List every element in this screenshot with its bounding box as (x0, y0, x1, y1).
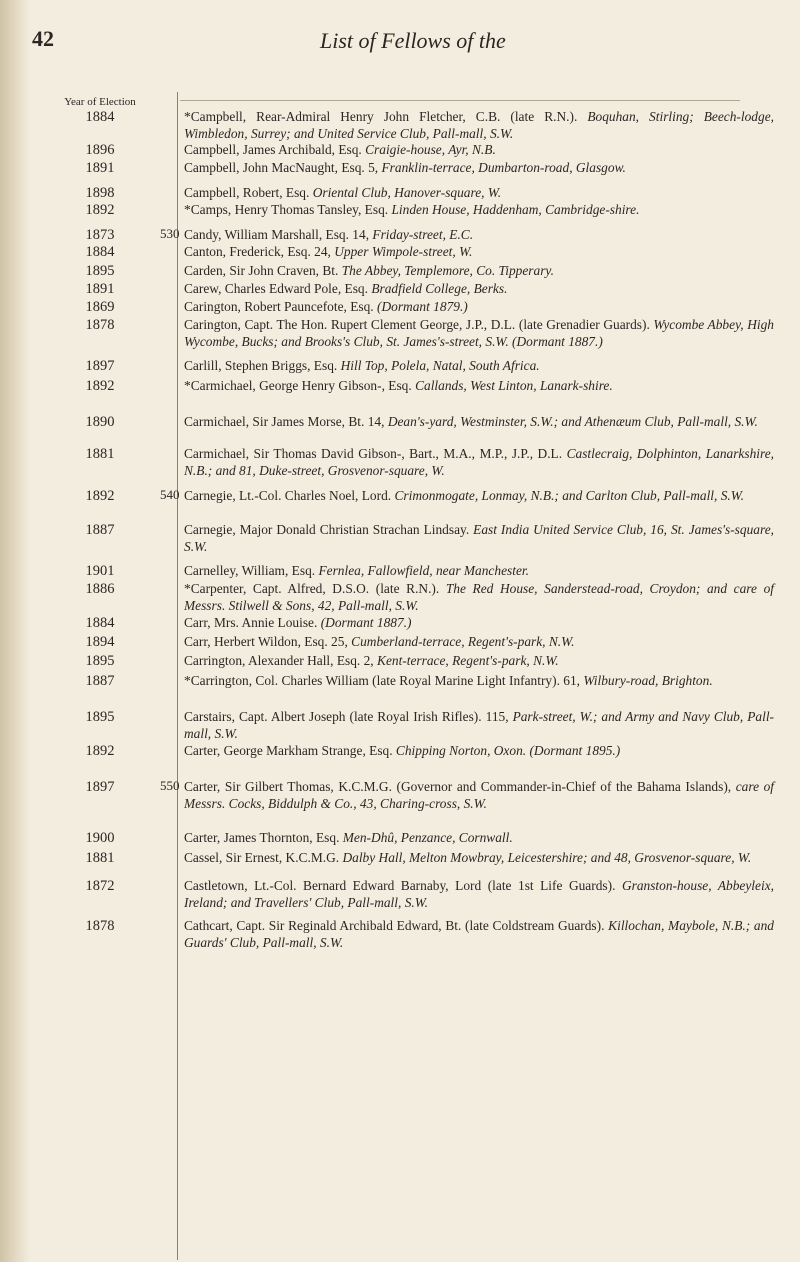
fellow-address: Men-Dhû, Penzance, Cornwall. (342, 830, 513, 845)
fellow-entry (184, 849, 774, 866)
fellow-address: Granston-house, Abbeyleix, Ireland; and Travellers' Club, Pall-mall, S.W. (184, 878, 774, 910)
fellow-address: Crimonmogate, Lonmay, N.B.; and Carlton Club, Pall-mall, S.W. (394, 488, 745, 503)
fellow-address: Wycombe Abbey, High Wycombe, Bucks; and Brooks's Club, St. James's-street, S.W. (Dormant 1887.) (184, 317, 774, 349)
election-year: 1884 (85, 244, 115, 260)
entry-count-marker: 540 (160, 487, 180, 502)
fellow-address: Franklin-terrace, Dumbarton-road, Glasgow. (381, 160, 626, 175)
election-year: 1873 (85, 227, 115, 243)
fellow-name: Carlill, Stephen Briggs, Esq. (184, 358, 341, 373)
election-year: 1872 (85, 878, 115, 894)
fellow-address: Kent-terrace, Regent's-park, N.W. (377, 653, 559, 668)
fellow-name: Carnegie, Major Donald Christian Strachan Lindsay. (184, 522, 474, 537)
election-year: 1896 (85, 142, 115, 158)
fellow-entry (184, 159, 774, 176)
fellow-entry (184, 413, 774, 430)
fellow-entry (184, 184, 774, 201)
election-year: 1881 (85, 446, 115, 462)
page-number: 42 (32, 26, 54, 51)
fellow-address: Dean's-yard, Westminster, S.W.; and Athenæum Club, Pall-mall, S.W. (387, 414, 758, 429)
election-year: 1895 (85, 653, 115, 669)
fellow-entry (184, 877, 774, 911)
fellow-entry (184, 201, 774, 218)
election-year: 1897 (85, 779, 115, 795)
column-divider (177, 92, 178, 1260)
fellow-name: *Camps, Henry Thomas Tansley, Esq. (184, 202, 392, 217)
fellow-address: East India United Service Club, 16, St. James's-square, S.W. (184, 522, 774, 554)
fellow-address: The Red House, Sanderstead-road, Croydon; and care of Messrs. Stilwell & Sons, 42, Pall-mall, S.W. (184, 581, 774, 613)
election-year: 1881 (85, 850, 115, 866)
election-year: 1886 (85, 581, 115, 597)
fellow-entry (184, 226, 774, 243)
fellow-address: Friday-street, E.C. (372, 227, 474, 242)
election-year: 1898 (85, 185, 115, 201)
fellow-address: Castlecraig, Dolphinton, Lanarkshire, N.B.; and 81, Duke-street, Grosvenor-square, W. (184, 446, 775, 478)
fellow-address: care of Messrs. Cocks, Biddulph & Co., 43, Charing-cross, S.W. (184, 779, 774, 811)
election-year: 1892 (85, 378, 115, 394)
fellow-name: Carr, Herbert Wildon, Esq. 25, (184, 634, 352, 649)
fellow-name: Candy, William Marshall, Esq. 14, (184, 227, 373, 242)
election-year: 1901 (85, 563, 115, 579)
fellow-entry (184, 280, 774, 297)
fellow-name: Carew, Charles Edward Pole, Esq. (184, 281, 372, 296)
fellow-name: Cathcart, Capt. Sir Reginald Archibald Edward, Bt. (late Coldstream Guards). (184, 918, 609, 933)
fellow-name: Carter, James Thornton, Esq. (184, 830, 343, 845)
fellow-entry (184, 141, 774, 158)
header-rule (180, 100, 740, 101)
election-year: 1894 (85, 634, 115, 650)
fellow-entry (184, 262, 774, 279)
election-year: 1891 (85, 160, 115, 176)
fellow-address: The Abbey, Templemore, Co. Tipperary. (341, 263, 554, 278)
fellow-name: Carnelley, William, Esq. (184, 563, 319, 578)
fellow-name: Carrington, Alexander Hall, Esq. 2, (184, 653, 378, 668)
fellow-address: Bradfield College, Berks. (371, 281, 508, 296)
fellow-entry (184, 316, 774, 350)
fellow-name: Campbell, James Archibald, Esq. (184, 142, 366, 157)
fellow-address: Cumberland-terrace, Regent's-park, N.W. (351, 634, 575, 649)
fellow-entry (184, 521, 774, 555)
fellow-entry (184, 778, 774, 812)
fellow-entry (184, 708, 774, 742)
election-year: 1900 (85, 830, 115, 846)
election-year: 1887 (85, 522, 115, 538)
fellow-entry (184, 633, 774, 650)
fellow-name: Carington, Capt. The Hon. Rupert Clement George, J.P., D.L. (late Grenadier Guards). (184, 317, 654, 332)
fellow-entry (184, 580, 774, 614)
election-year: 1892 (85, 202, 115, 218)
fellow-entry (184, 243, 774, 260)
year-column-header: Year of Election (64, 96, 136, 108)
fellow-address: Chipping Norton, Oxon. (Dormant 1895.) (395, 743, 621, 758)
fellow-name: Canton, Frederick, Esq. 24, (184, 244, 335, 259)
election-year: 1891 (85, 281, 115, 297)
fellow-entry (184, 357, 774, 374)
fellow-entry (184, 614, 774, 631)
election-year: 1897 (85, 358, 115, 374)
fellow-address: Hill Top, Polela, Natal, South Africa. (340, 358, 540, 373)
election-year: 1884 (85, 109, 115, 125)
election-year: 1892 (85, 743, 115, 759)
fellow-address: Craigie-house, Ayr, N.B. (365, 142, 496, 157)
fellow-name: Carmichael, Sir Thomas David Gibson-, Bart., M.A., M.P., J.P., D.L. (184, 446, 567, 461)
fellow-entry (184, 917, 774, 951)
fellow-name: Castletown, Lt.-Col. Bernard Edward Barnaby, Lord (late 1st Life Guards). (184, 878, 622, 893)
entry-count-marker: 530 (160, 226, 180, 241)
fellow-entry (184, 742, 774, 759)
fellow-entry (184, 487, 774, 504)
fellow-address: Dalby Hall, Melton Mowbray, Leicestershire; and 48, Grosvenor-square, W. (342, 850, 752, 865)
fellow-name: Carter, George Markham Strange, Esq. (184, 743, 396, 758)
fellow-entry (184, 829, 774, 846)
fellow-name: Cassel, Sir Ernest, K.C.M.G. (184, 850, 343, 865)
election-year: 1890 (85, 414, 115, 430)
page-gutter (0, 0, 30, 1262)
fellow-name: Carr, Mrs. Annie Louise. (184, 615, 321, 630)
fellow-name: Campbell, John MacNaught, Esq. 5, (184, 160, 382, 175)
election-year: 1869 (85, 299, 115, 315)
running-head: List of Fellows of the (320, 28, 506, 53)
fellow-address: Callands, West Linton, Lanark-shire. (415, 378, 613, 393)
fellow-name: Carnegie, Lt.-Col. Charles Noel, Lord. (184, 488, 395, 503)
fellow-name: Carden, Sir John Craven, Bt. (184, 263, 342, 278)
fellow-name: Carstairs, Capt. Albert Joseph (late Royal Irish Rifles). 115, (184, 709, 513, 724)
election-year: 1895 (85, 263, 115, 279)
fellow-entry (184, 672, 774, 689)
election-year: 1878 (85, 918, 115, 934)
fellow-name: Carter, Sir Gilbert Thomas, K.C.M.G. (Governor and Commander-in-Chief of the Bahama Islands), (184, 779, 736, 794)
fellow-address: (Dormant 1879.) (377, 299, 468, 314)
fellow-entry (184, 377, 774, 394)
election-year: 1887 (85, 673, 115, 689)
fellow-name: *Campbell, Rear-Admiral Henry John Fletcher, C.B. (late R.N.). (184, 109, 588, 124)
fellow-address: Wilbury-road, Brighton. (583, 673, 713, 688)
fellow-address: Park-street, W.; and Army and Navy Club, Pall-mall, S.W. (184, 709, 774, 741)
election-year: 1878 (85, 317, 115, 333)
fellow-address: Oriental Club, Hanover-square, W. (312, 185, 502, 200)
fellow-entry (184, 652, 774, 669)
fellow-entry (184, 445, 774, 479)
fellow-name: Campbell, Robert, Esq. (184, 185, 313, 200)
entry-count-marker: 550 (160, 778, 180, 793)
election-year: 1892 (85, 488, 115, 504)
fellow-name: Carington, Robert Pauncefote, Esq. (184, 299, 378, 314)
fellow-name: *Carmichael, George Henry Gibson-, Esq. (184, 378, 416, 393)
fellow-name: *Carpenter, Capt. Alfred, D.S.O. (late R.N.). (184, 581, 446, 596)
fellow-entry (184, 108, 774, 142)
fellow-address: Killochan, Maybole, N.B.; and Guards' Club, Pall-mall, S.W. (184, 918, 774, 950)
fellow-name: *Carrington, Col. Charles William (late Royal Marine Light Infantry). 61, (184, 673, 584, 688)
fellow-address: Boquhan, Stirling; Beech-lodge, Wimbledon, Surrey; and United Service Club, Pall-mall, S.W. (184, 109, 774, 141)
fellow-address: Fernlea, Fallowfield, near Manchester. (318, 563, 529, 578)
fellow-address: Linden House, Haddenham, Cambridge-shire. (391, 202, 640, 217)
election-year: 1884 (85, 615, 115, 631)
election-year: 1895 (85, 709, 115, 725)
fellow-name: Carmichael, Sir James Morse, Bt. 14, (184, 414, 388, 429)
fellow-entry (184, 562, 774, 579)
fellow-address: Upper Wimpole-street, W. (334, 244, 473, 259)
fellow-address: (Dormant 1887.) (320, 615, 412, 630)
fellow-entry (184, 298, 774, 315)
